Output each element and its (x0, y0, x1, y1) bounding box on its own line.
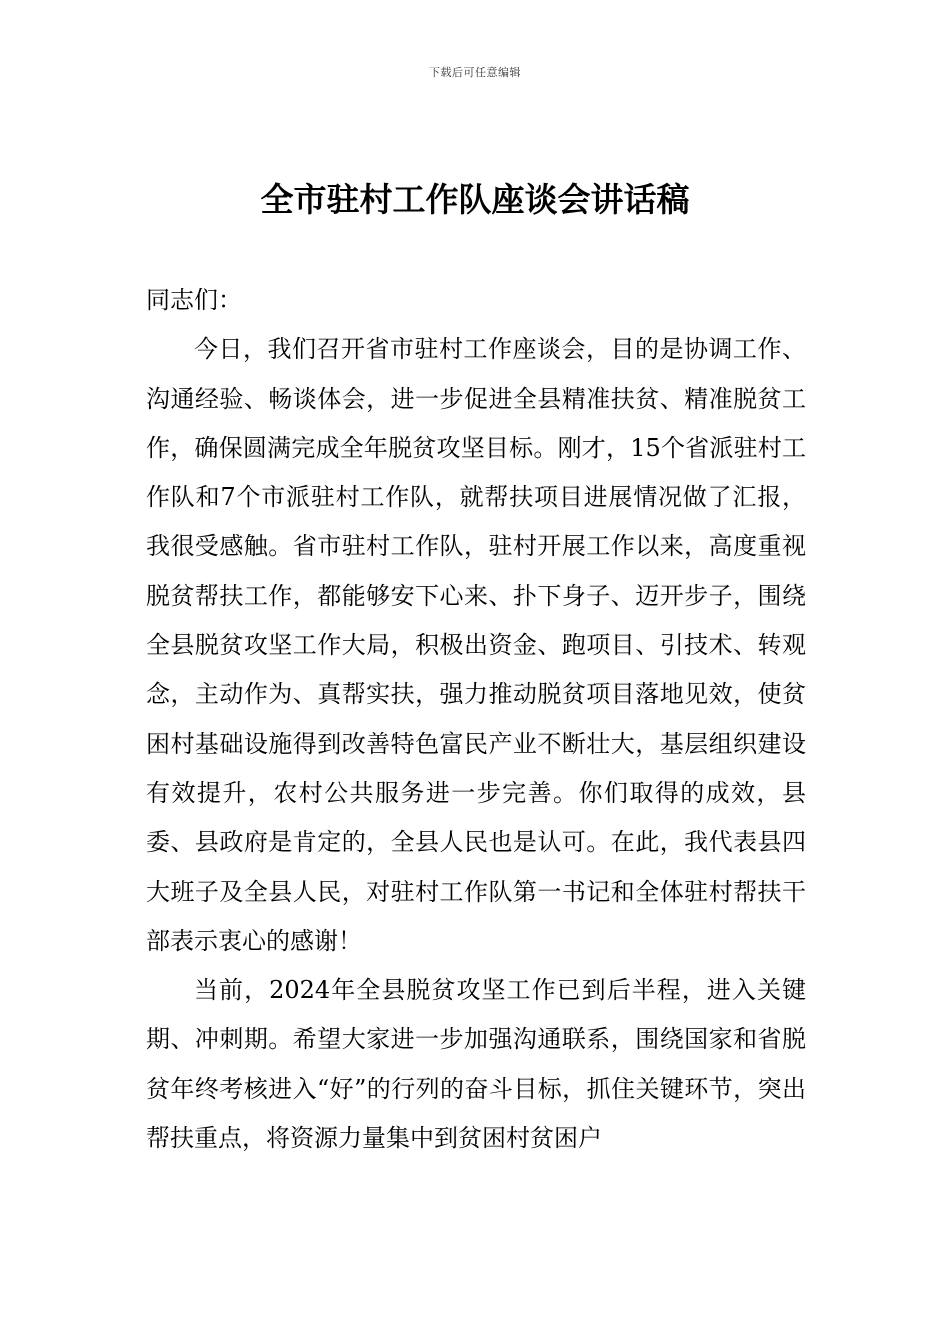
body-paragraph: 当前，2024年全县脱贫攻坚工作已到后半程，进入关键期、冲刺期。希望大家进一步加强沟通联系，围绕国家和省脱贫年终考核进入“好”的行列的奋斗目标，抓住关键环节，突出帮扶重点，将资源力量集中到贫困村贫困户 (146, 976, 806, 1153)
salutation: 同志们： (146, 286, 242, 314)
header-note: 下载后可任意编辑 (429, 66, 521, 79)
body-paragraph: 今日，我们召开省市驻村工作座谈会，目的是协调工作、沟通经验、畅谈体会，进一步促进全县精准扶贫、精准脱贫工作，确保圆满完成全年脱贫攻坚目标。刚才，15个省派驻村工作队和7个市派驻村工作队，就帮扶项目进展情况做了汇报，我很受感触。省市驻村工作队，驻村开展工作以来，高度重视脱贫帮扶工作，都能够安下心来、扑下身子、迈开步子，围绕全县脱贫攻坚工作大局，积极出资金、跑项目、引技术、转观念，主动作为、真帮实扶，强力推动脱贫项目落地见效，使贫困村基础设施得到改善特色富民产业不断壮大，基层组织建设有效提升，农村公共服务进一步完善。你们取得的成效，县委、县政府是肯定的，全县人民也是认可。在此，我代表县四大班子及全县人民，对驻村工作队第一书记和全体驻村帮扶干部表示衷心的感谢！ (146, 335, 806, 955)
document-title: 全市驻村工作队座谈会讲话稿 (260, 180, 690, 219)
document-body (146, 276, 806, 1163)
